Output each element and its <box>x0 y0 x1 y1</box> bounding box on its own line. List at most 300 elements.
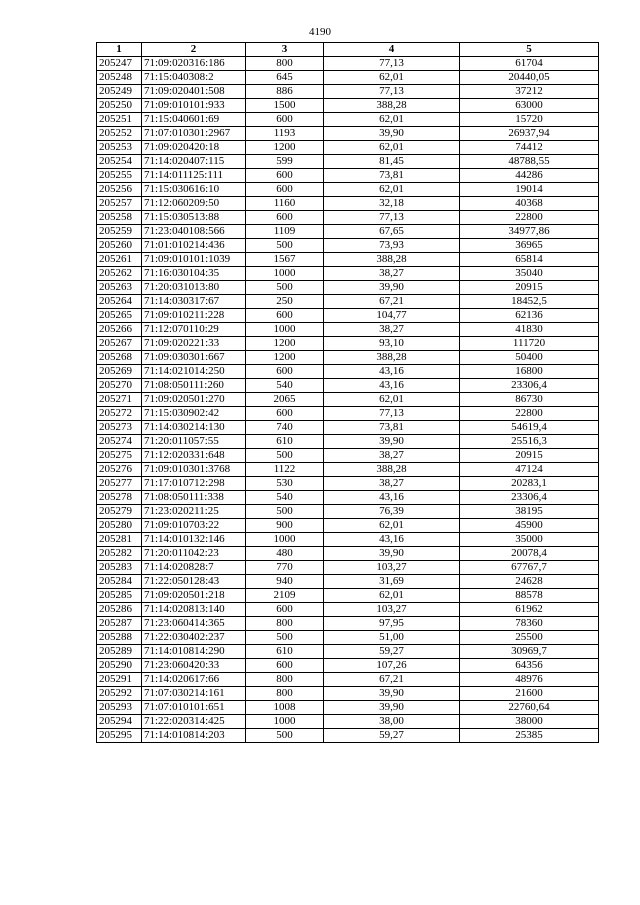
value-cell: 48788,55 <box>460 155 599 169</box>
value-cell: 67767,7 <box>460 561 599 575</box>
value-cell: 40368 <box>460 197 599 211</box>
row-id-cell: 205253 <box>97 141 142 155</box>
value-cell: 61962 <box>460 603 599 617</box>
row-id-cell: 205289 <box>97 645 142 659</box>
row-id-cell: 205273 <box>97 421 142 435</box>
cadastral-number-cell: 71:01:010214:436 <box>142 239 246 253</box>
rate-cell: 81,45 <box>324 155 460 169</box>
table-row <box>97 183 599 197</box>
rate-cell: 67,65 <box>324 225 460 239</box>
row-id-cell: 205290 <box>97 659 142 673</box>
area-cell: 500 <box>246 239 324 253</box>
row-id-cell: 205268 <box>97 351 142 365</box>
row-id-cell: 205250 <box>97 99 142 113</box>
cadastral-number-cell: 71:22:050128:43 <box>142 575 246 589</box>
value-cell: 65814 <box>460 253 599 267</box>
table-row <box>97 673 599 687</box>
column-header-4: 4 <box>324 43 460 57</box>
value-cell: 23306,4 <box>460 379 599 393</box>
rate-cell: 38,27 <box>324 323 460 337</box>
row-id-cell: 205270 <box>97 379 142 393</box>
table-row <box>97 309 599 323</box>
table-row <box>97 659 599 673</box>
rate-cell: 62,01 <box>324 393 460 407</box>
value-cell: 30969,7 <box>460 645 599 659</box>
area-cell: 940 <box>246 575 324 589</box>
rate-cell: 43,16 <box>324 491 460 505</box>
cadastral-number-cell: 71:07:030214:161 <box>142 687 246 701</box>
row-id-cell: 205275 <box>97 449 142 463</box>
rate-cell: 38,27 <box>324 267 460 281</box>
rate-cell: 38,27 <box>324 449 460 463</box>
table-row <box>97 351 599 365</box>
cadastral-number-cell: 71:14:010132:146 <box>142 533 246 547</box>
area-cell: 530 <box>246 477 324 491</box>
row-id-cell: 205295 <box>97 729 142 743</box>
cadastral-number-cell: 71:09:010101:933 <box>142 99 246 113</box>
table-row <box>97 631 599 645</box>
area-cell: 610 <box>246 435 324 449</box>
value-cell: 50400 <box>460 351 599 365</box>
rate-cell: 51,00 <box>324 631 460 645</box>
row-id-cell: 205282 <box>97 547 142 561</box>
value-cell: 25516,3 <box>460 435 599 449</box>
value-cell: 41830 <box>460 323 599 337</box>
rate-cell: 39,90 <box>324 547 460 561</box>
value-cell: 78360 <box>460 617 599 631</box>
table-row <box>97 421 599 435</box>
rate-cell: 38,27 <box>324 477 460 491</box>
rate-cell: 62,01 <box>324 183 460 197</box>
row-id-cell: 205277 <box>97 477 142 491</box>
area-cell: 500 <box>246 505 324 519</box>
rate-cell: 77,13 <box>324 211 460 225</box>
row-id-cell: 205281 <box>97 533 142 547</box>
table-row <box>97 393 599 407</box>
table-row <box>97 295 599 309</box>
area-cell: 2109 <box>246 589 324 603</box>
cadastral-number-cell: 71:09:010211:228 <box>142 309 246 323</box>
area-cell: 1000 <box>246 533 324 547</box>
area-cell: 599 <box>246 155 324 169</box>
value-cell: 38000 <box>460 715 599 729</box>
cadastral-number-cell: 71:20:011042:23 <box>142 547 246 561</box>
area-cell: 800 <box>246 57 324 71</box>
table-body <box>97 57 599 743</box>
value-cell: 20915 <box>460 449 599 463</box>
row-id-cell: 205291 <box>97 673 142 687</box>
value-cell: 62136 <box>460 309 599 323</box>
area-cell: 600 <box>246 309 324 323</box>
cadastral-number-cell: 71:20:031013:80 <box>142 281 246 295</box>
area-cell: 600 <box>246 365 324 379</box>
rate-cell: 43,16 <box>324 365 460 379</box>
value-cell: 35000 <box>460 533 599 547</box>
table-row <box>97 547 599 561</box>
value-cell: 37212 <box>460 85 599 99</box>
cadastral-number-cell: 71:07:010101:651 <box>142 701 246 715</box>
row-id-cell: 205267 <box>97 337 142 351</box>
row-id-cell: 205266 <box>97 323 142 337</box>
column-header-3: 3 <box>246 43 324 57</box>
value-cell: 19014 <box>460 183 599 197</box>
cadastral-number-cell: 71:14:011125:111 <box>142 169 246 183</box>
area-cell: 770 <box>246 561 324 575</box>
area-cell: 1000 <box>246 715 324 729</box>
table-row <box>97 323 599 337</box>
cadastral-number-cell: 71:09:020221:33 <box>142 337 246 351</box>
column-header-5: 5 <box>460 43 599 57</box>
area-cell: 500 <box>246 631 324 645</box>
table-row <box>97 729 599 743</box>
area-cell: 886 <box>246 85 324 99</box>
rate-cell: 39,90 <box>324 701 460 715</box>
row-id-cell: 205279 <box>97 505 142 519</box>
cadastral-number-cell: 71:14:020617:66 <box>142 673 246 687</box>
row-id-cell: 205263 <box>97 281 142 295</box>
rate-cell: 67,21 <box>324 673 460 687</box>
page-number: 4190 <box>309 26 331 38</box>
value-cell: 88578 <box>460 589 599 603</box>
table-row <box>97 211 599 225</box>
row-id-cell: 205293 <box>97 701 142 715</box>
area-cell: 1109 <box>246 225 324 239</box>
table-row <box>97 169 599 183</box>
value-cell: 34977,86 <box>460 225 599 239</box>
area-cell: 1000 <box>246 323 324 337</box>
cadastral-number-cell: 71:14:020828:7 <box>142 561 246 575</box>
rate-cell: 67,21 <box>324 295 460 309</box>
cadastral-number-cell: 71:14:021014:250 <box>142 365 246 379</box>
area-cell: 610 <box>246 645 324 659</box>
column-header-2: 2 <box>142 43 246 57</box>
value-cell: 22800 <box>460 211 599 225</box>
value-cell: 44286 <box>460 169 599 183</box>
area-cell: 500 <box>246 449 324 463</box>
table-row <box>97 435 599 449</box>
row-id-cell: 205292 <box>97 687 142 701</box>
rate-cell: 388,28 <box>324 351 460 365</box>
row-id-cell: 205255 <box>97 169 142 183</box>
table-row <box>97 141 599 155</box>
rate-cell: 77,13 <box>324 85 460 99</box>
rate-cell: 59,27 <box>324 645 460 659</box>
cadastral-number-cell: 71:07:010301:2967 <box>142 127 246 141</box>
rate-cell: 103,27 <box>324 561 460 575</box>
table-row <box>97 715 599 729</box>
rate-cell: 62,01 <box>324 141 460 155</box>
table-row <box>97 477 599 491</box>
value-cell: 111720 <box>460 337 599 351</box>
cadastral-number-cell: 71:15:040601:69 <box>142 113 246 127</box>
value-cell: 25500 <box>460 631 599 645</box>
cadastral-number-cell: 71:09:010101:1039 <box>142 253 246 267</box>
table-row <box>97 561 599 575</box>
cadastral-number-cell: 71:14:020813:140 <box>142 603 246 617</box>
rate-cell: 97,95 <box>324 617 460 631</box>
row-id-cell: 205252 <box>97 127 142 141</box>
value-cell: 21600 <box>460 687 599 701</box>
cadastral-number-cell: 71:23:060420:33 <box>142 659 246 673</box>
row-id-cell: 205264 <box>97 295 142 309</box>
rate-cell: 39,90 <box>324 281 460 295</box>
cadastral-number-cell: 71:15:040308:2 <box>142 71 246 85</box>
cadastral-number-cell: 71:09:020501:270 <box>142 393 246 407</box>
rate-cell: 77,13 <box>324 57 460 71</box>
cadastral-number-cell: 71:09:020420:18 <box>142 141 246 155</box>
rate-cell: 62,01 <box>324 71 460 85</box>
area-cell: 500 <box>246 729 324 743</box>
cadastral-number-cell: 71:09:010301:3768 <box>142 463 246 477</box>
row-id-cell: 205276 <box>97 463 142 477</box>
rate-cell: 107,26 <box>324 659 460 673</box>
rate-cell: 76,39 <box>324 505 460 519</box>
row-id-cell: 205269 <box>97 365 142 379</box>
table-row <box>97 155 599 169</box>
table-row <box>97 365 599 379</box>
area-cell: 1200 <box>246 351 324 365</box>
cadastral-number-cell: 71:14:010814:203 <box>142 729 246 743</box>
row-id-cell: 205259 <box>97 225 142 239</box>
rate-cell: 39,90 <box>324 687 460 701</box>
row-id-cell: 205251 <box>97 113 142 127</box>
value-cell: 86730 <box>460 393 599 407</box>
value-cell: 16800 <box>460 365 599 379</box>
rate-cell: 39,90 <box>324 435 460 449</box>
table-row <box>97 337 599 351</box>
rate-cell: 104,77 <box>324 309 460 323</box>
area-cell: 740 <box>246 421 324 435</box>
value-cell: 45900 <box>460 519 599 533</box>
cadastral-number-cell: 71:23:020211:25 <box>142 505 246 519</box>
row-id-cell: 205249 <box>97 85 142 99</box>
row-id-cell: 205271 <box>97 393 142 407</box>
table-row <box>97 519 599 533</box>
table-row <box>97 99 599 113</box>
cadastral-number-cell: 71:15:030902:42 <box>142 407 246 421</box>
table-row <box>97 379 599 393</box>
value-cell: 20078,4 <box>460 547 599 561</box>
row-id-cell: 205258 <box>97 211 142 225</box>
value-cell: 26937,94 <box>460 127 599 141</box>
area-cell: 800 <box>246 617 324 631</box>
area-cell: 540 <box>246 491 324 505</box>
area-cell: 600 <box>246 659 324 673</box>
row-id-cell: 205261 <box>97 253 142 267</box>
area-cell: 2065 <box>246 393 324 407</box>
cadastral-number-cell: 71:09:020401:508 <box>142 85 246 99</box>
cadastral-number-cell: 71:09:020501:218 <box>142 589 246 603</box>
rate-cell: 93,10 <box>324 337 460 351</box>
area-cell: 1000 <box>246 267 324 281</box>
table-row <box>97 281 599 295</box>
value-cell: 18452,5 <box>460 295 599 309</box>
cadastral-number-cell: 71:09:020316:186 <box>142 57 246 71</box>
cadastral-number-cell: 71:09:010703:22 <box>142 519 246 533</box>
rate-cell: 388,28 <box>324 99 460 113</box>
table-row <box>97 85 599 99</box>
value-cell: 23306,4 <box>460 491 599 505</box>
area-cell: 600 <box>246 407 324 421</box>
row-id-cell: 205254 <box>97 155 142 169</box>
rate-cell: 32,18 <box>324 197 460 211</box>
area-cell: 600 <box>246 169 324 183</box>
area-cell: 800 <box>246 687 324 701</box>
row-id-cell: 205285 <box>97 589 142 603</box>
table-row <box>97 267 599 281</box>
area-cell: 1008 <box>246 701 324 715</box>
row-id-cell: 205257 <box>97 197 142 211</box>
value-cell: 15720 <box>460 113 599 127</box>
area-cell: 600 <box>246 211 324 225</box>
area-cell: 1160 <box>246 197 324 211</box>
value-cell: 35040 <box>460 267 599 281</box>
cadastral-number-cell: 71:23:040108:566 <box>142 225 246 239</box>
value-cell: 64356 <box>460 659 599 673</box>
rate-cell: 388,28 <box>324 463 460 477</box>
rate-cell: 62,01 <box>324 589 460 603</box>
rate-cell: 43,16 <box>324 533 460 547</box>
area-cell: 540 <box>246 379 324 393</box>
table-row <box>97 617 599 631</box>
table-row <box>97 687 599 701</box>
table-row <box>97 225 599 239</box>
row-id-cell: 205260 <box>97 239 142 253</box>
cadastral-number-cell: 71:14:010814:290 <box>142 645 246 659</box>
rate-cell: 388,28 <box>324 253 460 267</box>
table-row <box>97 113 599 127</box>
value-cell: 20283,1 <box>460 477 599 491</box>
area-cell: 600 <box>246 183 324 197</box>
area-cell: 900 <box>246 519 324 533</box>
cadastral-number-cell: 71:22:030402:237 <box>142 631 246 645</box>
area-cell: 250 <box>246 295 324 309</box>
cadastral-number-cell: 71:09:030301:667 <box>142 351 246 365</box>
row-id-cell: 205262 <box>97 267 142 281</box>
rate-cell: 73,81 <box>324 421 460 435</box>
rate-cell: 62,01 <box>324 519 460 533</box>
area-cell: 1567 <box>246 253 324 267</box>
row-id-cell: 205265 <box>97 309 142 323</box>
rate-cell: 39,90 <box>324 127 460 141</box>
area-cell: 645 <box>246 71 324 85</box>
value-cell: 20915 <box>460 281 599 295</box>
table-row <box>97 603 599 617</box>
value-cell: 24628 <box>460 575 599 589</box>
table-row <box>97 127 599 141</box>
rate-cell: 43,16 <box>324 379 460 393</box>
row-id-cell: 205248 <box>97 71 142 85</box>
cadastral-number-cell: 71:12:020331:648 <box>142 449 246 463</box>
row-id-cell: 205274 <box>97 435 142 449</box>
row-id-cell: 205256 <box>97 183 142 197</box>
cadastral-number-cell: 71:14:030317:67 <box>142 295 246 309</box>
table-row <box>97 463 599 477</box>
cadastral-number-cell: 71:22:020314:425 <box>142 715 246 729</box>
rate-cell: 73,81 <box>324 169 460 183</box>
area-cell: 600 <box>246 113 324 127</box>
table-row <box>97 407 599 421</box>
row-id-cell: 205287 <box>97 617 142 631</box>
area-cell: 480 <box>246 547 324 561</box>
value-cell: 38195 <box>460 505 599 519</box>
table-row <box>97 505 599 519</box>
rate-cell: 103,27 <box>324 603 460 617</box>
cadastral-number-cell: 71:14:030214:130 <box>142 421 246 435</box>
table-row <box>97 239 599 253</box>
area-cell: 800 <box>246 673 324 687</box>
cadastral-number-cell: 71:17:010712:298 <box>142 477 246 491</box>
table-row <box>97 645 599 659</box>
area-cell: 1122 <box>246 463 324 477</box>
value-cell: 48976 <box>460 673 599 687</box>
row-id-cell: 205280 <box>97 519 142 533</box>
row-id-cell: 205283 <box>97 561 142 575</box>
column-header-1: 1 <box>97 43 142 57</box>
area-cell: 500 <box>246 281 324 295</box>
value-cell: 61704 <box>460 57 599 71</box>
cadastral-number-cell: 71:14:020407:115 <box>142 155 246 169</box>
table-header-row <box>97 43 599 57</box>
value-cell: 20440,05 <box>460 71 599 85</box>
table-row <box>97 575 599 589</box>
table-row <box>97 701 599 715</box>
cadastral-number-cell: 71:12:070110:29 <box>142 323 246 337</box>
row-id-cell: 205286 <box>97 603 142 617</box>
cadastral-number-cell: 71:12:060209:50 <box>142 197 246 211</box>
area-cell: 1200 <box>246 337 324 351</box>
value-cell: 22800 <box>460 407 599 421</box>
rate-cell: 73,93 <box>324 239 460 253</box>
cadastral-number-cell: 71:08:050111:260 <box>142 379 246 393</box>
table-row <box>97 57 599 71</box>
cadastral-number-cell: 71:15:030513:88 <box>142 211 246 225</box>
table-row <box>97 253 599 267</box>
row-id-cell: 205284 <box>97 575 142 589</box>
rate-cell: 59,27 <box>324 729 460 743</box>
data-table <box>96 42 599 743</box>
value-cell: 63000 <box>460 99 599 113</box>
rate-cell: 62,01 <box>324 113 460 127</box>
rate-cell: 77,13 <box>324 407 460 421</box>
row-id-cell: 205278 <box>97 491 142 505</box>
value-cell: 47124 <box>460 463 599 477</box>
value-cell: 36965 <box>460 239 599 253</box>
cadastral-number-cell: 71:20:011057:55 <box>142 435 246 449</box>
table-row <box>97 533 599 547</box>
area-cell: 1200 <box>246 141 324 155</box>
row-id-cell: 205247 <box>97 57 142 71</box>
rate-cell: 31,69 <box>324 575 460 589</box>
area-cell: 1500 <box>246 99 324 113</box>
value-cell: 22760,64 <box>460 701 599 715</box>
row-id-cell: 205272 <box>97 407 142 421</box>
cadastral-number-cell: 71:08:050111:338 <box>142 491 246 505</box>
value-cell: 25385 <box>460 729 599 743</box>
cadastral-number-cell: 71:16:030104:35 <box>142 267 246 281</box>
table-row <box>97 449 599 463</box>
value-cell: 74412 <box>460 141 599 155</box>
cadastral-number-cell: 71:15:030616:10 <box>142 183 246 197</box>
area-cell: 600 <box>246 603 324 617</box>
cadastral-number-cell: 71:23:060414:365 <box>142 617 246 631</box>
area-cell: 1193 <box>246 127 324 141</box>
row-id-cell: 205288 <box>97 631 142 645</box>
table-row <box>97 491 599 505</box>
value-cell: 54619,4 <box>460 421 599 435</box>
rate-cell: 38,00 <box>324 715 460 729</box>
table-row <box>97 589 599 603</box>
